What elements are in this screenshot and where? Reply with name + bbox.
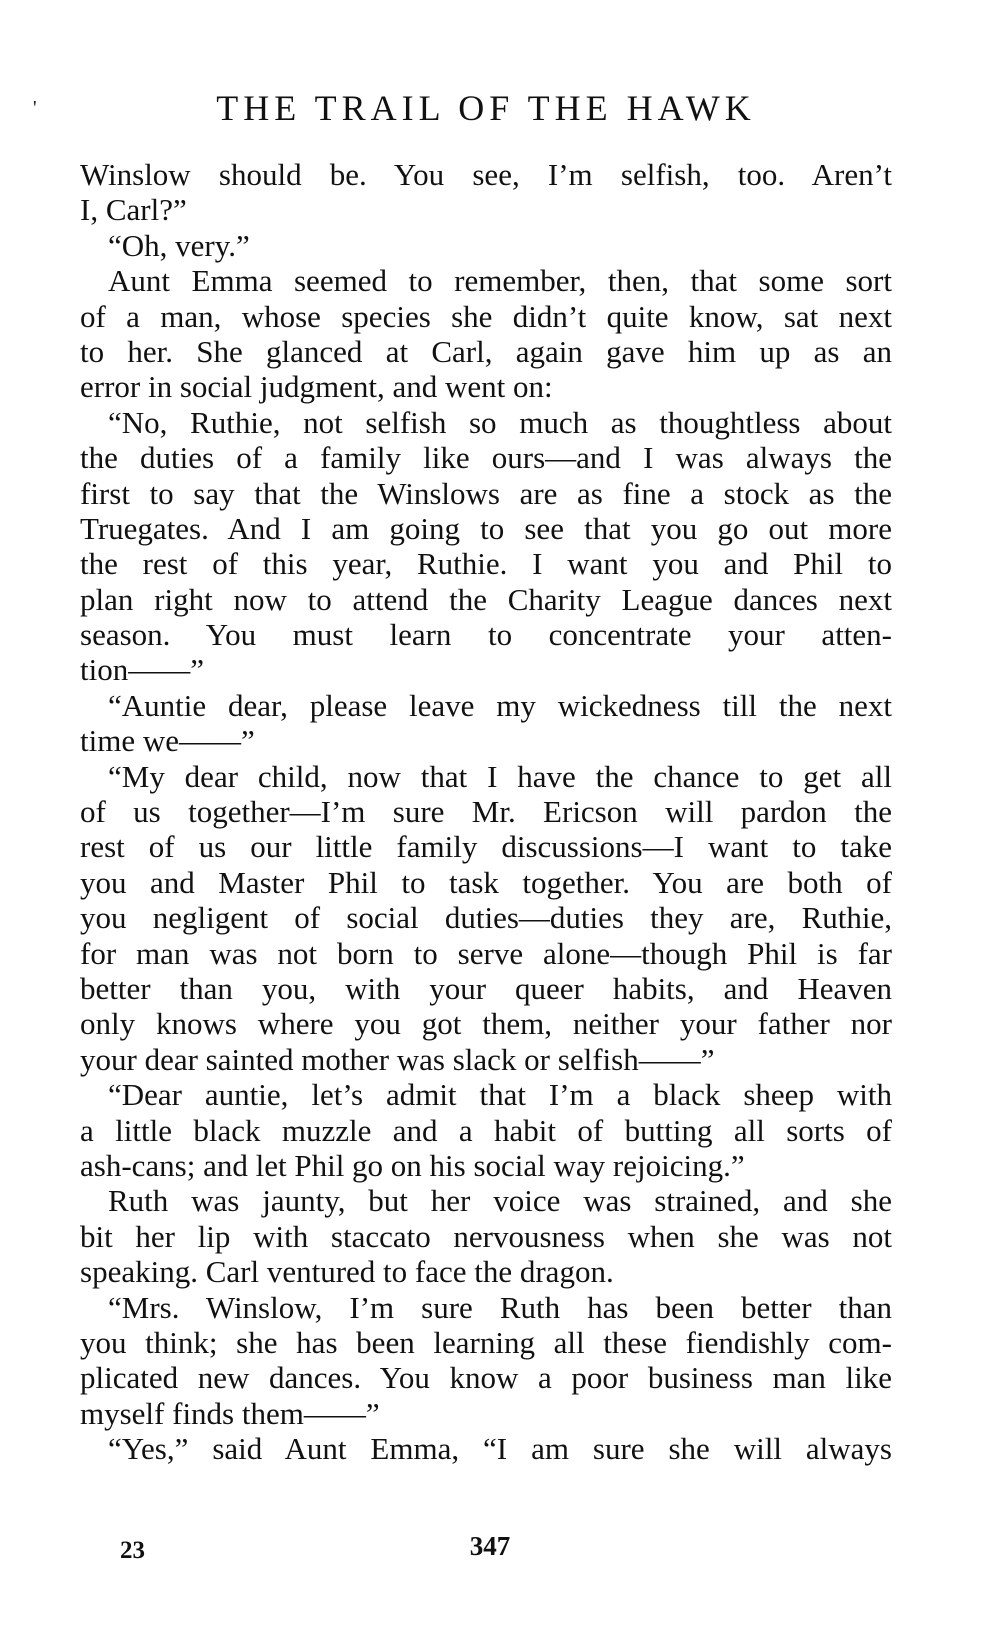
text-line: I, Carl?” [80,192,187,228]
text-line: “Dear auntie, let’s admit that I’m a black sheep with [108,1077,892,1113]
text-line: error in social judgment, and went on: [80,369,553,405]
text-line: plan right now to attend the Charity League dances next [80,581,892,617]
text-line: for man was not born to serve alone—though Phil is far [80,935,892,971]
text-line: “Yes,” said Aunt Emma, “I am sure she will always [108,1431,892,1467]
text-line: of a man, whose species she didn’t quite know, sat next [80,298,892,334]
text-line: the rest of this year, Ruthie. I want you and Phil to [80,546,892,582]
text-line: Truegates. And I am going to see that you go out more [80,510,892,546]
text-line: Aunt Emma seemed to remember, then, that some sort [108,263,892,299]
body-text [80,157,892,1466]
text-line: only knows where you got them, neither your father nor [80,1006,892,1042]
text-line: “Mrs. Winslow, I’m sure Ruth has been better than [108,1289,892,1325]
page-number: 347 [469,1531,511,1561]
text-line: time we——” [80,723,255,759]
text-line: speaking. Carl ventured to face the dragon. [80,1254,614,1290]
text-line: a little black muzzle and a habit of butting all sorts of [80,1112,892,1148]
text-line: bit her lip with staccato nervousness when she was not [80,1218,892,1254]
text-line: “Oh, very.” [108,227,250,263]
text-line: “My dear child, now that I have the chance to get all [108,758,892,794]
margin-mark: ' [33,97,37,119]
text-line: season. You must learn to concentrate your atten- [80,617,892,653]
text-line: of us together—I’m sure Mr. Ericson will pardon the [80,794,892,830]
text-line: “Auntie dear, please leave my wickedness till the next [108,687,892,723]
text-line: you think; she has been learning all these fiendishly com- [80,1324,892,1360]
text-line: to her. She glanced at Carl, again gave him up as an [80,333,892,369]
running-head: THE TRAIL OF THE HAWK [216,88,756,128]
text-line: Ruth was jaunty, but her voice was strained, and she [108,1183,892,1219]
text-line: you and Master Phil to task together. You are both of [80,864,892,900]
text-line: “No, Ruthie, not selfish so much as thoughtless about [108,404,892,440]
text-line: first to say that the Winslows are as fine a stock as the [80,475,892,511]
text-line: better than you, with your queer habits, and Heaven [80,970,892,1006]
text-line: you negligent of social duties—duties they are, Ruthie, [80,900,892,936]
text-line: plicated new dances. You know a poor business man like [80,1360,892,1396]
text-line: rest of us our little family discussions—I want to take [80,829,892,865]
text-line: myself finds them——” [80,1395,380,1431]
text-line: ash-cans; and let Phil go on his social way rejoicing.” [80,1147,745,1183]
text-line: Winslow should be. You see, I’m selfish, too. Aren’t [80,157,892,192]
text-line: your dear sainted mother was slack or selfish——” [80,1041,715,1077]
signature-mark: 23 [120,1537,145,1564]
text-line: the duties of a family like ours—and I was always the [80,440,892,476]
text-line: tion——” [80,652,204,688]
